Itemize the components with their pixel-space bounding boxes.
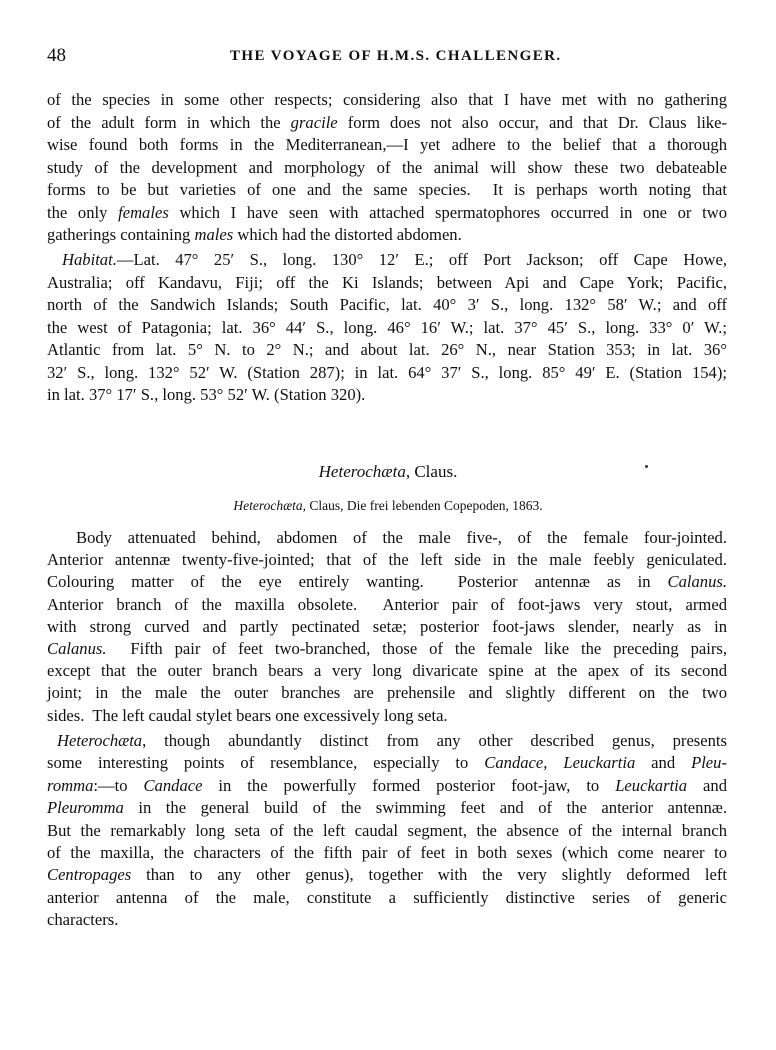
text-run: study of the development and morphology of the animal will show these two debateable [47,157,727,177]
habitat-line [47,294,727,316]
text-run: characters. [47,910,119,930]
italic-text: females [118,202,169,222]
italic-text: Pleuromma [47,798,124,818]
text-run: :—to [93,775,144,795]
print-speck [645,465,648,468]
italic-text: Candace [143,775,203,795]
page-number: 48 [47,45,66,66]
italic-text: gracile [290,112,338,132]
description-line [47,660,727,682]
text-run: except that the outer branch bears a very long divaricate spine at the apex of its second [47,661,727,681]
text-run: forms to be but varieties of one and the same species. It is perhaps worth noting that [47,180,727,199]
description-line [47,549,727,571]
text-run: gatherings containing [47,225,195,244]
description-line [47,638,727,660]
italic-text: Calanus. [47,639,107,658]
text-run: form does not also occur, and that Dr. Claus like- [337,112,727,132]
continuation-line [47,202,727,224]
text-run: anterior antenna of the male, constitute a sufficiently distinctive series of generic [47,887,727,907]
continuation-line [47,157,727,179]
description-line [47,682,727,704]
continuation-line [47,224,462,246]
text-run: Anterior branch of the maxilla obsolete. Anterior pair of foot-jaws very stout, armed [47,594,727,614]
text-run: Body attenuated behind, abdomen of the male five-, of the female four-jointed. [76,528,727,547]
text-run: some interesting points of resemblance, especially to [47,753,485,773]
text-run: which I have seen with attached spermatophores occurred in one or two [168,202,728,222]
running-head: THE VOYAGE OF H.M.S. CHALLENGER. [230,48,562,64]
text-run: sides. The left caudal stylet bears one excessively long seta. [47,705,448,725]
text-run: of the adult form in which the [47,112,291,132]
text-run: and [635,753,692,773]
description-line [47,616,727,638]
italic-text: males [194,225,234,244]
italic-text: Calanus. [667,572,727,592]
text-run: in the powerfully formed posterior foot-jaw, to [202,775,616,795]
italic-text: Habitat. [62,250,117,269]
habitat-line [47,339,727,361]
text-run: the west of Patagonia; lat. 36° 44′ S., long. 46° 16′ W.; lat. 37° 45′ S., long. 33° 0′ W.; [47,317,727,337]
description-line [47,705,448,727]
discussion-line [47,752,727,774]
text-run: and [687,775,728,795]
text-run: in lat. 37° 17′ S., long. 53° 52′ W. (Station 320). [47,385,366,404]
text-run: with strong curved and partly pectinated setæ; posterior foot-jaws slender, nearly as in [47,616,727,636]
text-run: of the species in some other respects; considering also that I have met with no gathering [47,90,727,109]
text-run: in the general build of the swimming feet and of the anterior antennæ. [123,798,727,818]
text-run: Australia; off Kandavu, Fiji; off the Ki Islands; between Api and Cape York; Pacific, [47,272,727,292]
habitat-line [47,317,727,339]
habitat-line [62,249,727,271]
text-run: Fifth pair of feet two-branched, those of the female like the preceding pairs, [106,639,727,658]
italic-text: Centropages [47,865,132,885]
discussion-line [47,909,118,931]
text-run: 32′ S., long. 132° 52′ W. (Station 287); in lat. 64° 37′ S., long. 85° 49′ E. (Station 154); [47,362,727,382]
text-run: than to any other genus), together with the very slightly deformed left [131,865,727,885]
genus-citation-reference: , Claus, Die frei lebenden Copepoden, 1863. [302,498,543,513]
text-run: wise found both forms in the Mediterranean,—I yet adhere to the belief that a thorough [47,135,727,154]
description-line [47,594,727,616]
discussion-line [47,775,727,797]
description-line [47,571,727,593]
continuation-line [47,112,727,134]
italic-text: romma [47,775,94,795]
genus-heading [0,461,776,483]
discussion-line [47,820,727,842]
text-run: of the maxilla, the characters of the fifth pair of feet in both sexes (which come nearer to [47,843,727,862]
italic-text: Pleu- [691,753,727,773]
text-run: joint; in the male the outer branches are prehensile and slightly different on the two [47,683,727,703]
habitat-line [47,384,365,406]
italic-text: Candace, Leuckartia [484,753,636,773]
text-run: the only [47,202,119,222]
description-line [76,527,727,549]
page-header [47,44,729,68]
text-run: Atlantic from lat. 5° N. to 2° N.; and about lat. 26° N., near Station 353; in lat. 36° [47,340,727,359]
genus-heading-authority: , Claus. [405,462,458,481]
italic-text: Heterochæta [57,731,143,750]
genus-citation-name: Heterochæta [233,498,303,513]
discussion-line [57,730,727,752]
italic-text: Leuckartia [615,775,688,795]
text-run: Colouring matter of the eye entirely wanting. Posterior antennæ as in [47,572,668,592]
continuation-line [47,134,727,156]
discussion-line [47,797,727,819]
discussion-line [47,864,727,886]
habitat-line [47,362,727,384]
text-run: , though abundantly distinct from any other described genus, presents [142,731,727,750]
text-run: —Lat. 47° 25′ S., long. 130° 12′ E.; off Port Jackson; off Cape Howe, [116,250,727,269]
discussion-line [47,887,727,909]
continuation-line [47,179,727,201]
genus-heading-name: Heterochæta [318,462,406,481]
text-run: Anterior antennæ twenty-five-jointed; that of the left side in the male feebly geniculated. [47,550,727,570]
text-run: But the remarkably long seta of the left caudal segment, the absence of the internal branch [47,820,727,840]
text-run: north of the Sandwich Islands; South Pacific, lat. 40° 3′ S., long. 132° 58′ W.; and off [47,295,727,314]
continuation-line [47,89,727,111]
discussion-line [47,842,727,864]
habitat-line [47,272,727,294]
text-run: which had the distorted abdomen. [233,225,462,244]
genus-citation [0,496,776,516]
